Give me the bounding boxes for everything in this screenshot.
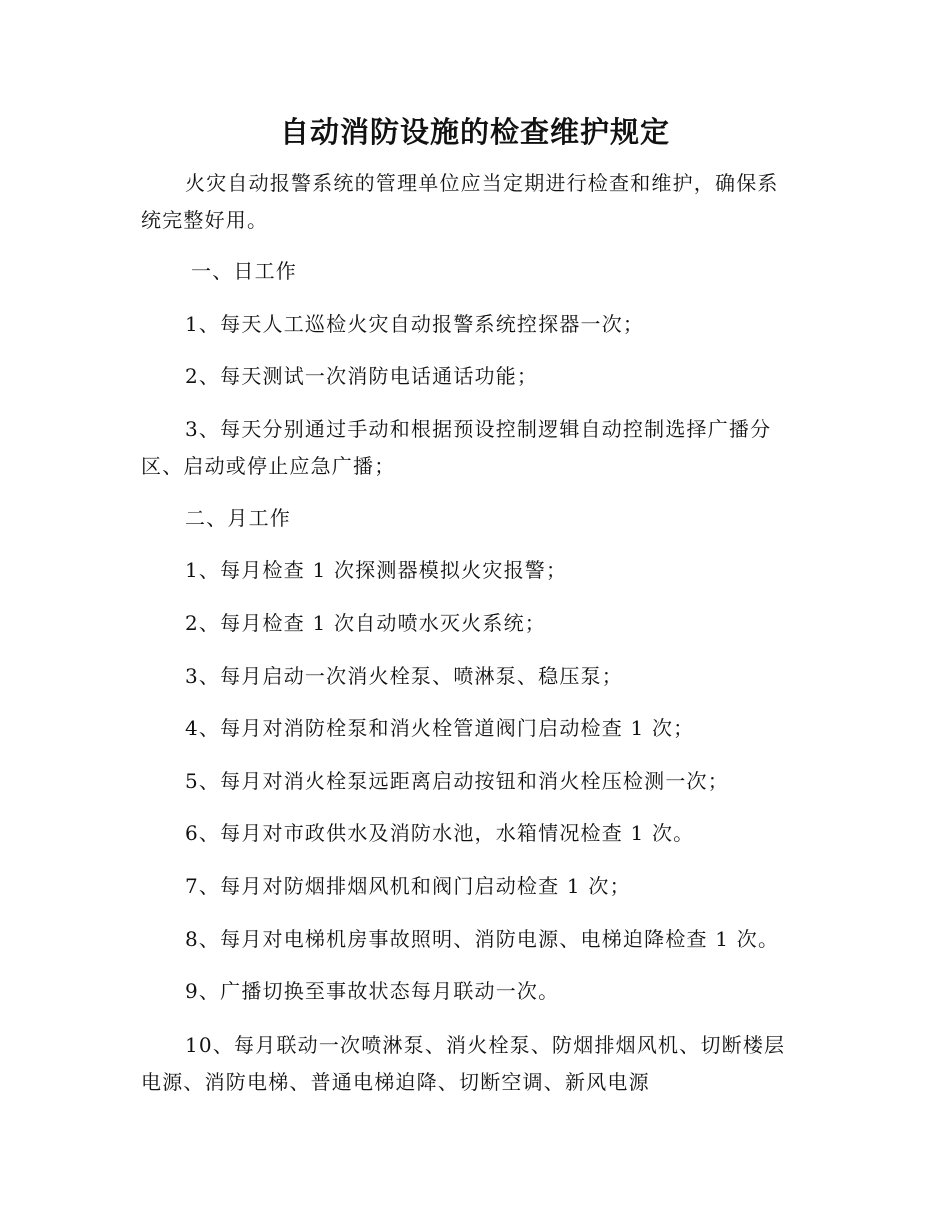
section-heading-monthly: 二、月工作: [185, 506, 291, 530]
list-item: 2、每月检查 1 次自动喷水灭火系统；: [185, 611, 546, 635]
intro-paragraph: [141, 165, 809, 239]
list-item: 6、每月对市政供水及消防水池，水箱情况检查 1 次。: [185, 821, 695, 845]
intro-line: 火灾自动报警系统的管理单位应当定期进行检查和维护，确保系: [185, 171, 779, 195]
section-heading-daily: 一、日工作: [191, 259, 297, 283]
list-item: 9、广播切换至事故状态每月联动一次。: [185, 979, 560, 1003]
list-item: 4、每月对消防栓泵和消火栓管道阀门启动检查 1 次；: [185, 716, 695, 740]
list-item: 7、每月对防烟排烟风机和阀门启动检查 1 次；: [185, 874, 631, 898]
intro-line: 统完整好用。: [141, 208, 269, 232]
list-item: 5、每月对消火栓泵远距离启动按钮和消火栓压检测一次；: [185, 769, 729, 793]
list-item-line: 电源、消防电梯、普通电梯迫降、切断空调、新风电源: [141, 1070, 650, 1094]
list-item-line: 10、每月联动一次喷淋泵、消火栓泵、防烟排烟风机、切断楼层: [185, 1033, 786, 1057]
list-item-line: 3、每天分别通过手动和根据预设控制逻辑自动控制选择广播分: [185, 417, 772, 441]
document-title: 自动消防设施的检查维护规定: [279, 115, 670, 149]
list-item: 2、每天测试一次消防电话通话功能；: [185, 364, 539, 388]
list-item-line: 区、启动或停止应急广播；: [141, 454, 396, 478]
list-item: 8、每月对电梯机房事故照明、消防电源、电梯迫降检查 1 次。: [185, 927, 780, 951]
list-item: [141, 1027, 809, 1101]
list-item: [141, 411, 809, 485]
list-item: 1、每天人工巡检火灾自动报警系统控探器一次；: [185, 312, 645, 336]
list-item: 3、每月启动一次消火栓泵、喷淋泵、稳压泵；: [185, 664, 623, 688]
list-item: 1、每月检查 1 次探测器模拟火灾报警；: [185, 558, 568, 582]
